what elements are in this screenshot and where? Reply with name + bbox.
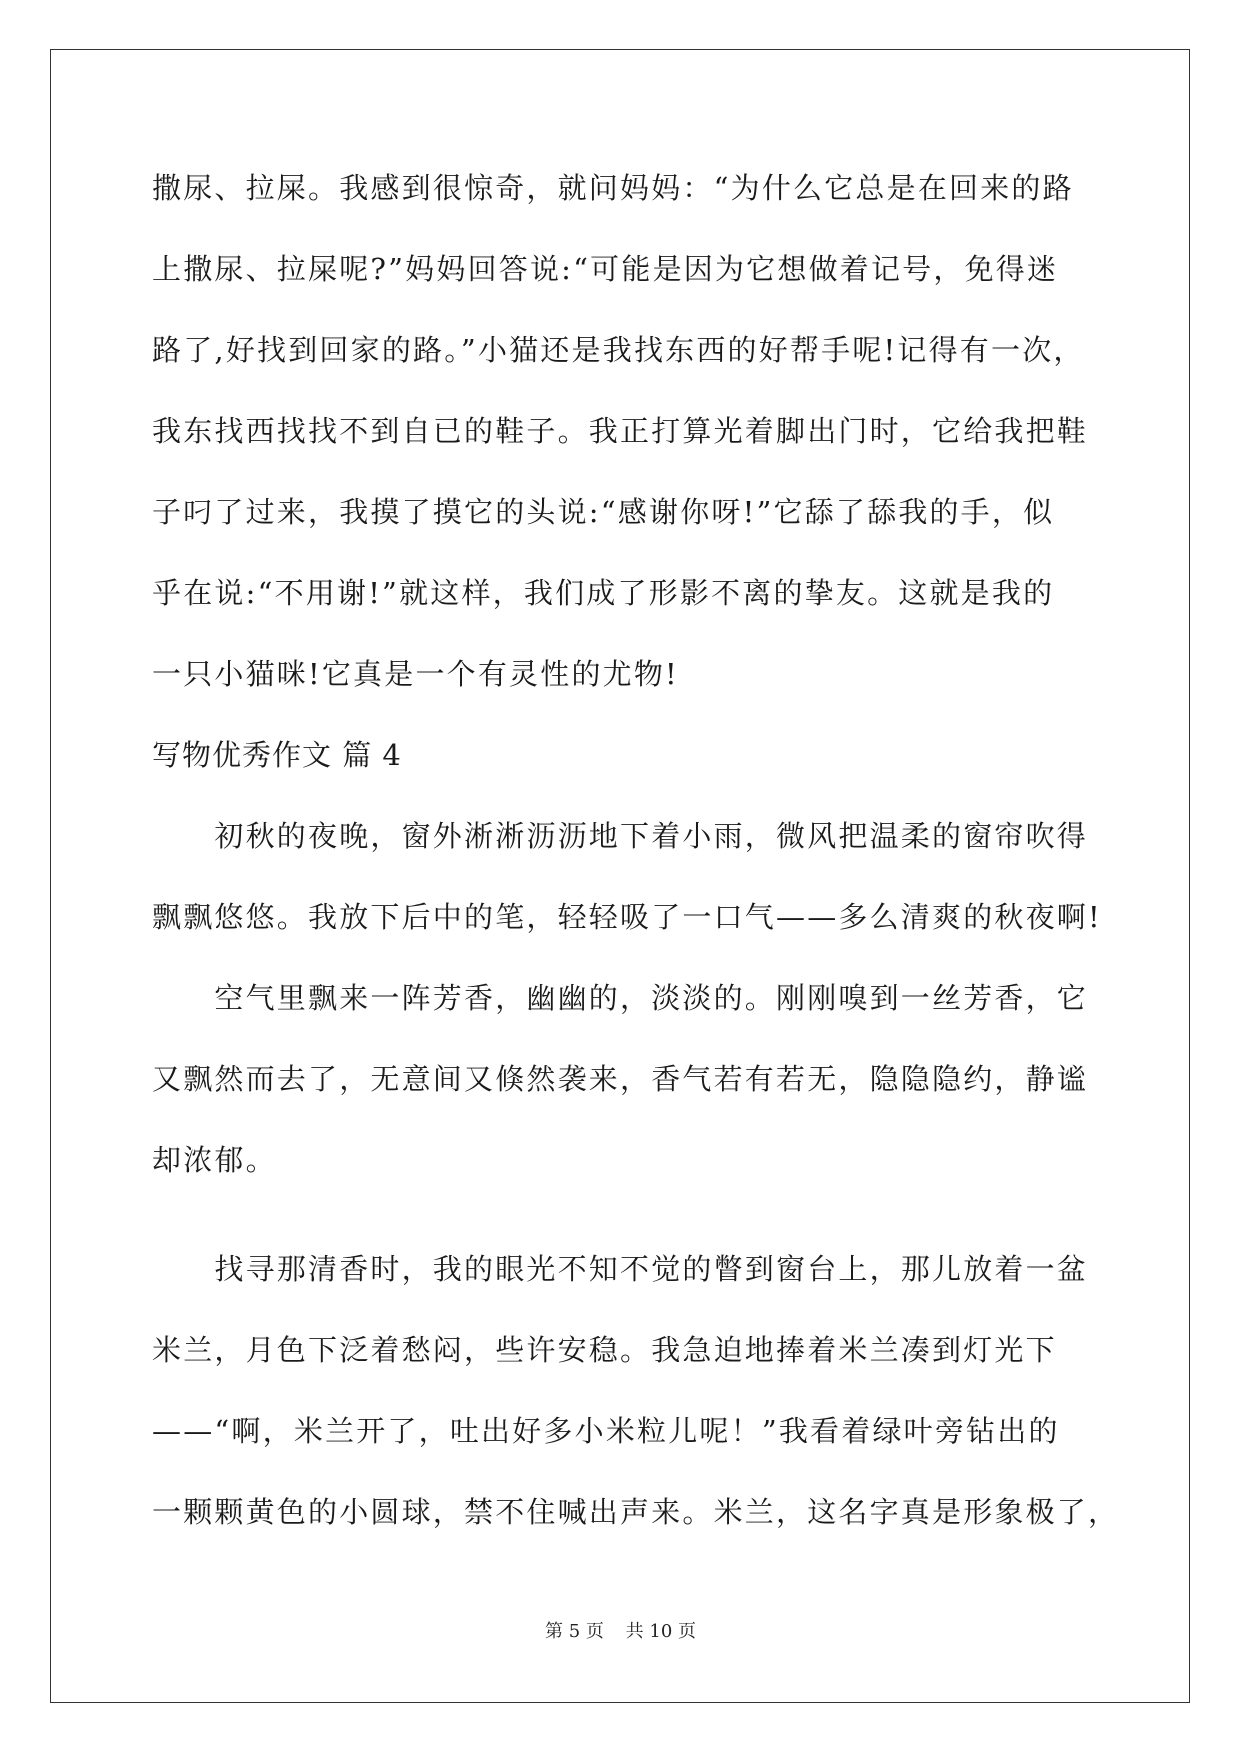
text-line: 一颗颗黄色的小圆球，禁不住喊出声来。米兰，这名字真是形象极了， bbox=[152, 1495, 1120, 1529]
text-line: 飘飘悠悠。我放下后中的笔，轻轻吸了一口气——多么清爽的秋夜啊! bbox=[152, 900, 1102, 934]
text-line: 却浓郁。 bbox=[152, 1143, 277, 1177]
page-footer bbox=[0, 1617, 1241, 1643]
text-line: 找寻那清香时，我的眼光不知不觉的瞥到窗台上，那儿放着一盆 bbox=[152, 1252, 1089, 1286]
text-line: 我东找西找找不到自已的鞋子。我正打算光着脚出门时，它给我把鞋 bbox=[152, 414, 1089, 448]
text-line: 撒尿、拉屎。我感到很惊奇，就问妈妈：“为什么它总是在回来的路 bbox=[152, 171, 1074, 205]
page-number: 第 5 页 bbox=[545, 1621, 604, 1642]
text-line: 空气里飘来一阵芳香，幽幽的，淡淡的。刚刚嗅到一丝芳香，它 bbox=[152, 981, 1089, 1015]
text-line: 初秋的夜晚，窗外淅淅沥沥地下着小雨，微风把温柔的窗帘吹得 bbox=[152, 819, 1089, 853]
text-line: 乎在说:“不用谢!”就这样，我们成了形影不离的挚友。这就是我的 bbox=[152, 576, 1055, 610]
text-line: 子叼了过来，我摸了摸它的头说:“感谢你呀!”它舔了舔我的手，似 bbox=[152, 495, 1055, 529]
text-line: 上撒尿、拉屎呢?”妈妈回答说:“可能是因为它想做着记号，免得迷 bbox=[152, 252, 1059, 286]
text-line: 又飘然而去了，无意间又倏然袭来，香气若有若无，隐隐隐约，静谧 bbox=[152, 1062, 1089, 1096]
paragraph-gap bbox=[152, 1211, 1097, 1239]
text-line: 一只小猫咪!它真是一个有灵性的尤物! bbox=[152, 657, 679, 691]
text-line: ——“啊，米兰开了，吐出好多小米粒儿呢！”我看着绿叶旁钻出的 bbox=[152, 1414, 1060, 1448]
section-heading: 写物优秀作文 篇 4 bbox=[152, 738, 402, 772]
essay-text bbox=[152, 158, 1120, 1563]
page-total: 共 10 页 bbox=[625, 1621, 696, 1642]
text-line: 米兰，月色下泛着愁闷，些许安稳。我急迫地捧着米兰凑到灯光下 bbox=[152, 1333, 1057, 1367]
text-line: 路了,好找到回家的路。”小猫还是我找东西的好帮手呢!记得有一次， bbox=[152, 333, 1085, 367]
